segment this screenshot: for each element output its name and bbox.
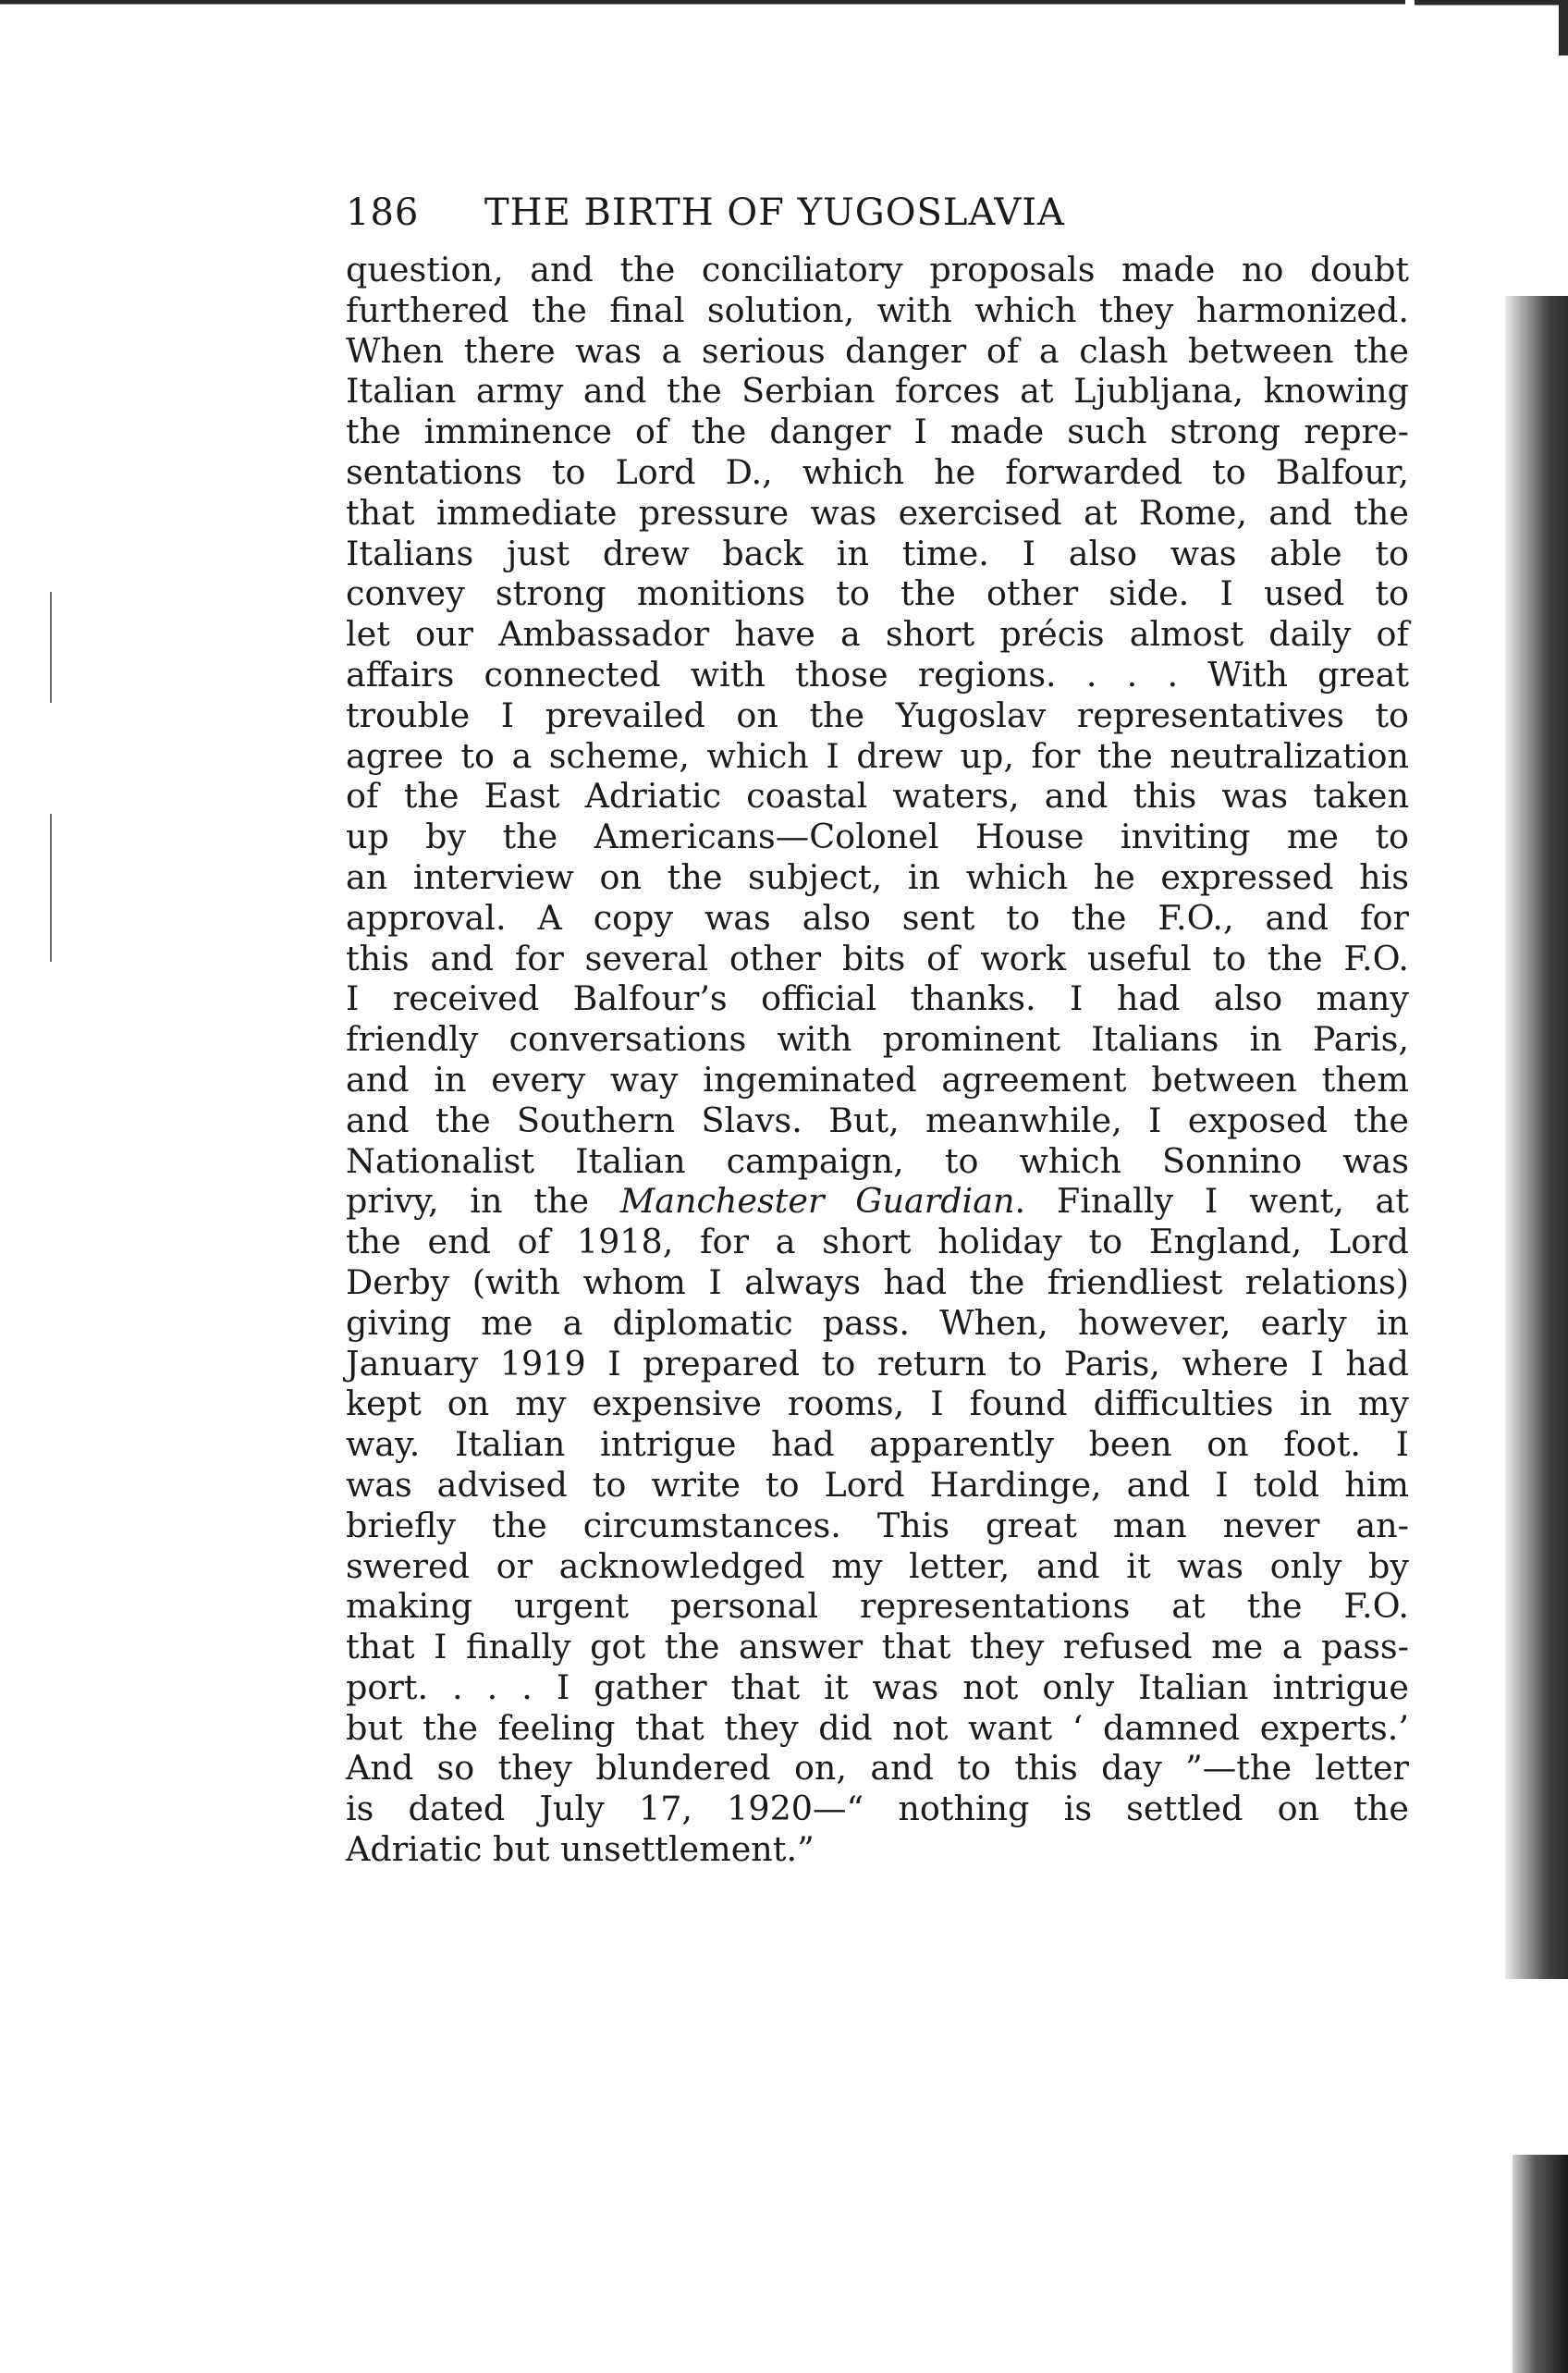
text-line: January 1919 I prepared to return to Paris, where I had	[346, 1343, 1409, 1383]
book-page	[346, 185, 1409, 1870]
text-line: convey strong monitions to the other side. I used to	[346, 573, 1409, 614]
scan-left-mark	[50, 592, 52, 703]
text-line: the imminence of the danger I made such strong repre-	[346, 412, 1409, 452]
text-line: briefly the circumstances. This great man never an-	[346, 1505, 1409, 1545]
text-line: port. . . . I gather that it was not only Italian intrigue	[346, 1666, 1409, 1707]
scan-binding-shadow-lower	[1513, 2155, 1568, 2373]
scan-binding-gap	[1505, 1979, 1568, 2146]
text-line: swered or acknowledged my letter, and it was only by	[346, 1545, 1409, 1586]
text-line: I received Balfour’s official thanks. I had also many	[346, 978, 1409, 1019]
text-line: Nationalist Italian campaign, to which Sonnino was	[346, 1140, 1409, 1181]
text-line: furthered the final solution, with which they harmonized.	[346, 289, 1409, 330]
scan-border-top	[0, 0, 1405, 15]
text-line: was advised to write to Lord Hardinge, and I told him	[346, 1464, 1409, 1505]
text-line: this and for several other bits of work useful to the F.O.	[346, 938, 1409, 978]
scan-left-mark	[50, 814, 52, 962]
text-line: And so they blundered on, and to this day ”—the letter	[346, 1748, 1409, 1789]
text-line: friendly conversations with prominent Italians in Paris,	[346, 1019, 1409, 1060]
newspaper-title: Manchester Guardian	[619, 1181, 1015, 1222]
text-line: privy, in the Manchester Guardian. Finally I went, at	[346, 1181, 1409, 1222]
text-line: is dated July 17, 1920—“ nothing is settled on the	[346, 1789, 1409, 1829]
text-line: an interview on the subject, in which he expressed his	[346, 856, 1409, 897]
text-line: that immediate pressure was exercised at Rome, and the	[346, 492, 1409, 533]
text-line: and in every way ingeminated agreement between them	[346, 1059, 1409, 1100]
scan-corner-shadow	[1559, 0, 1568, 55]
running-title: THE BIRTH OF YUGOSLAVIA	[484, 191, 1065, 234]
text-line: up by the Americans—Colonel House inviting me to	[346, 817, 1409, 857]
text-line: of the East Adriatic coastal waters, and this was taken	[346, 776, 1409, 817]
text-line: Italian army and the Serbian forces at Ljubljana, knowing	[346, 371, 1409, 412]
scan-border-top-right	[1415, 0, 1568, 55]
text-line: way. Italian intrigue had apparently been on foot. I	[346, 1424, 1409, 1465]
text-line: affairs connected with those regions. . . . With great	[346, 654, 1409, 695]
scan-binding-shadow	[1505, 296, 1568, 1979]
text-line: and the Southern Slavs. But, meanwhile, I exposed the	[346, 1100, 1409, 1140]
text-line: let our Ambassador have a short précis almost daily of	[346, 614, 1409, 655]
text-line: kept on my expensive rooms, I found difficulties in my	[346, 1383, 1409, 1424]
running-head	[346, 185, 1409, 240]
page-number: 186	[346, 191, 420, 234]
text-line: Italians just drew back in time. I also was able to	[346, 533, 1409, 573]
text-line: giving me a diplomatic pass. When, however, early in	[346, 1302, 1409, 1343]
text-line: approval. A copy was also sent to the F.O., and for	[346, 897, 1409, 938]
text-line: question, and the conciliatory proposals made no doubt	[346, 250, 1409, 289]
text-line: sentations to Lord D., which he forwarded to Balfour,	[346, 451, 1409, 492]
text-line: that I finally got the answer that they refused me a pass-	[346, 1627, 1409, 1667]
body-text	[346, 250, 1409, 1870]
text-line: When there was a serious danger of a clash between the	[346, 330, 1409, 371]
text-line: Derby (with whom I always had the friendliest relations)	[346, 1261, 1409, 1302]
text-line: Adriatic but unsettlement.”	[346, 1829, 815, 1870]
text-line: making urgent personal representations at the F.O.	[346, 1586, 1409, 1627]
text-line: but the feeling that they did not want ‘ damned experts.’	[346, 1707, 1409, 1748]
text-line: trouble I prevailed on the Yugoslav representatives to	[346, 695, 1409, 735]
text-line: agree to a scheme, which I drew up, for the neutralization	[346, 735, 1409, 776]
text-line: the end of 1918, for a short holiday to England, Lord	[346, 1222, 1409, 1262]
